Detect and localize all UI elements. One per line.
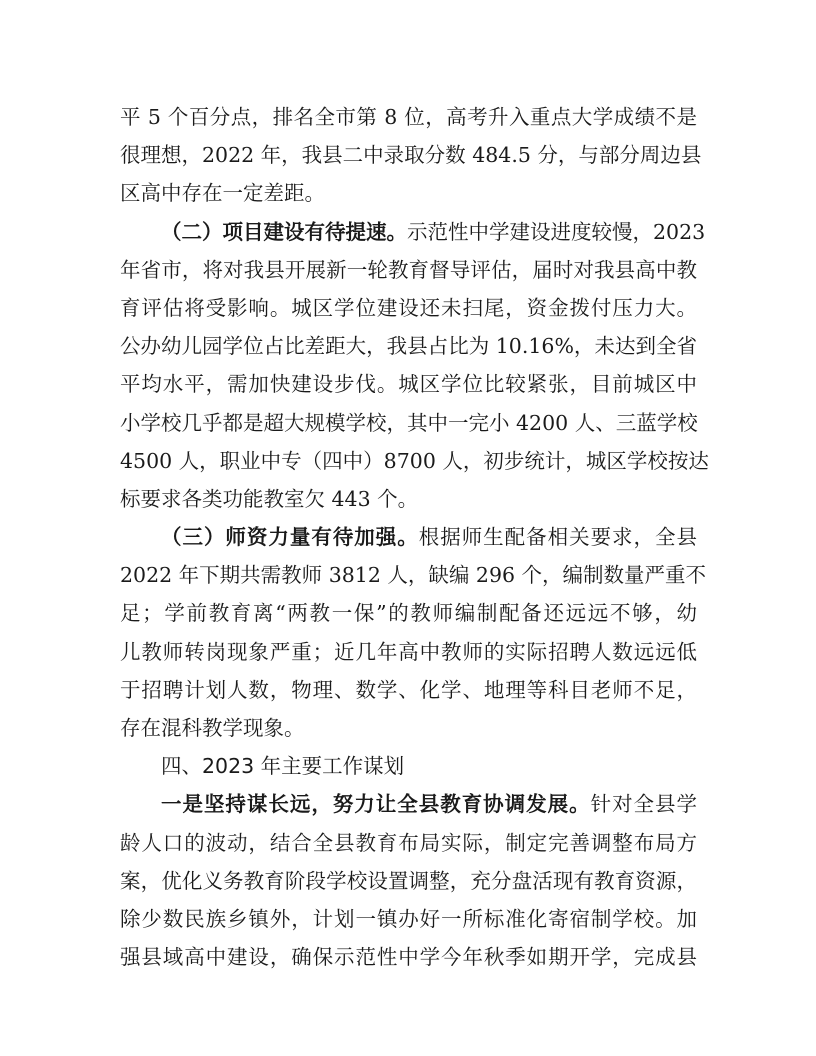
text-line: 平 5 个百分点，排名全市第 8 位，高考升入重点大学成绩不是 bbox=[120, 105, 697, 129]
text-line bbox=[120, 213, 706, 251]
text-line bbox=[120, 518, 697, 556]
text-line: 儿教师转岗现象严重；近几年高中教师的实际招聘人数远远低 bbox=[120, 639, 697, 664]
paragraph-1 bbox=[120, 98, 702, 213]
text-line: 除少数民族乡镇外，计划一镇办好一所标准化寄宿制学校。加 bbox=[120, 906, 697, 931]
text-line: 区高中存在一定差距。 bbox=[120, 181, 325, 206]
text-line: 平均水平，需加快建设步伐。城区学位比较紧张，目前城区中 bbox=[120, 372, 697, 397]
text-line: 育评估将受影响。城区学位建设还未扫尾，资金拨付压力大。 bbox=[120, 295, 697, 320]
text-line: 4500 人，职业中专（四中）8700 人，初步统计，城区学校按达 bbox=[120, 448, 709, 473]
text-line: 很理想，2022 年，我县二中录取分数 484.5 分，与部分周边县 bbox=[120, 143, 702, 168]
text-line: 小学校几乎都是超大规模学校，其中一完小 4200 人、三蓝学校 bbox=[120, 410, 698, 435]
paragraph-2 bbox=[120, 213, 709, 519]
paragraph-heading: （二）项目建设有待提速。 bbox=[161, 219, 407, 244]
section-heading: 四、2023 年主要工作谋划 bbox=[161, 754, 405, 779]
paragraph-heading: （三）师资力量有待加强。 bbox=[161, 525, 419, 550]
paragraph-heading: 一是坚持谋长远，努力让全县教育协调发展。 bbox=[161, 792, 591, 817]
text-line bbox=[120, 785, 697, 823]
text-span: 示范性中学建设进度较慢，2023 bbox=[407, 219, 706, 244]
text-span: 针对全县学 bbox=[590, 792, 698, 817]
text-line: 案，优化义务教育阶段学校设置调整，充分盘活现有教育资源， bbox=[120, 868, 697, 893]
text-line: 存在混科教学现象。 bbox=[120, 716, 305, 740]
paragraph-3 bbox=[120, 518, 707, 747]
text-line: 足；学前教育离“两教一保”的教师编制配备还远远不够，幼 bbox=[120, 601, 697, 626]
text-line: 标要求各类功能教室欠 443 个。 bbox=[120, 486, 419, 511]
text-line: 2022 年下期共需教师 3812 人，缺编 296 个，编制数量严重不 bbox=[120, 563, 707, 588]
text-line: 公办幼儿园学位占比差距大，我县占比为 10.16%，未达到全省 bbox=[120, 334, 697, 359]
text-span: 根据师生配备相关要求，全县 bbox=[418, 525, 697, 550]
text-line: 强县域高中建设，确保示范性中学今年秋季如期开学，完成县 bbox=[120, 945, 697, 970]
text-line: 于招聘计划人数，物理、数学、化学、地理等科目老师不足， bbox=[120, 677, 697, 702]
text-line: 年省市，将对我县开展新一轮教育督导评估，届时对我县高中教 bbox=[120, 257, 697, 282]
text-line: 龄人口的波动，结合全县教育布局实际，制定完善调整布局方 bbox=[120, 830, 697, 855]
paragraph-4 bbox=[120, 785, 697, 976]
document-page bbox=[120, 98, 709, 976]
